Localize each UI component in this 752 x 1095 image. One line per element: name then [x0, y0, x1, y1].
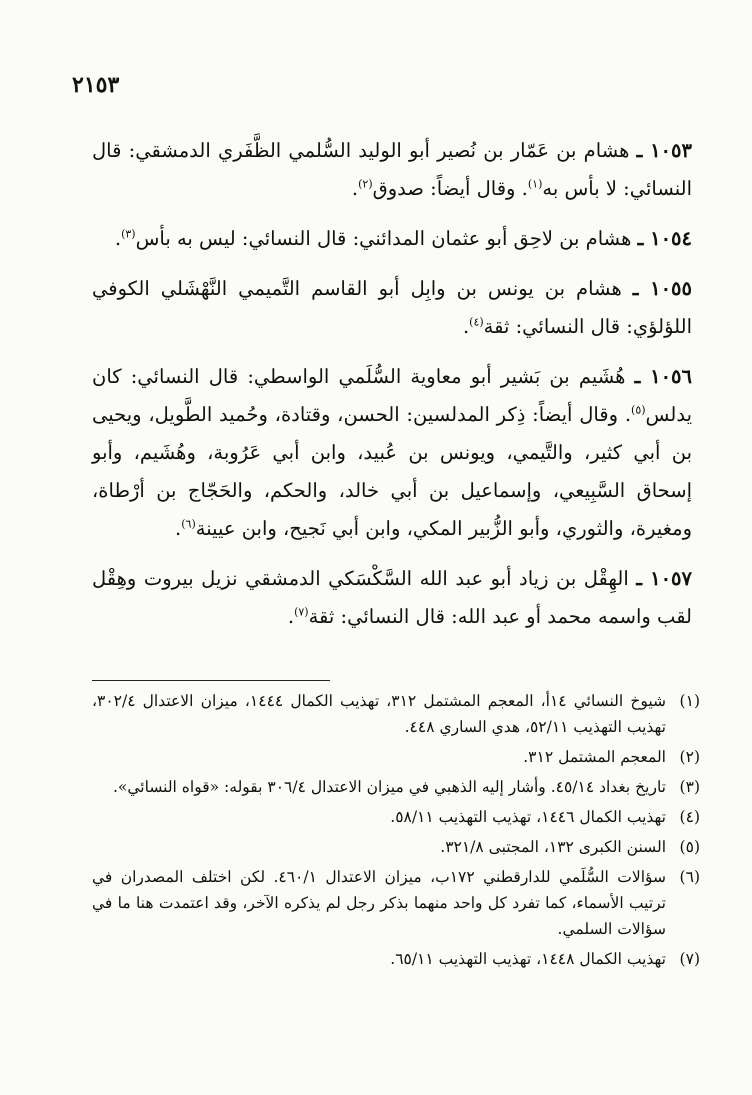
entry-number: ١٠٥٦ ـ — [634, 365, 692, 388]
entry-text: هشام بن لاحِق أبو عثمان المدائني: قال النسائي: ليس به بأس — [135, 227, 632, 250]
footnote-ref[interactable]: (٢) — [358, 177, 373, 191]
entry-text-continued: . وقال أيضاً: صدوق — [372, 177, 528, 200]
entry-number: ١٠٥٣ ـ — [636, 139, 692, 162]
footnote-number: (٥) — [679, 838, 700, 856]
entry-text: هشام بن يونس بن وابِل أبو القاسم التَّميمي النَّهْشَلي الكوفي اللؤلؤي: قال النسائي: ثقة — [92, 277, 692, 338]
footnote — [92, 744, 700, 770]
footnote-number: (٧) — [679, 950, 700, 968]
entry-end: . — [462, 315, 470, 338]
footnote-ref[interactable]: (١) — [527, 177, 543, 191]
entry-end: . — [175, 517, 182, 540]
footnote — [92, 834, 700, 860]
entry-text-continued: . وقال أيضاً: ذِكر المدلسين: الحسن، وقتادة، وحُميد الطَّويل، ويحيى بن أبي كثير، والتَّيمي، ويونس بن عُبيد، وابن أبي عَرُوبة، وهُشَيم، وأبو إسحاق السَّبِيعي، وإسماعيل بن أبي خالد، والحكم، والحَجّاج بن أرْطاة، ومغيرة، والثوري، وأبو الزُّبير المكي، وابن أبي نَجيح، وابن عيينة — [92, 403, 692, 540]
entry-end: . — [287, 605, 295, 628]
footnote-ref[interactable]: (٣) — [121, 227, 136, 241]
footnote-text: تهذيب الكمال ١٤٤٨، تهذيب التهذيب ٦٥/١١. — [390, 950, 666, 968]
footnote-number: (٦) — [679, 868, 700, 886]
entry — [92, 270, 692, 346]
footnote-ref[interactable]: (٦) — [181, 517, 196, 531]
footnote-number: (٢) — [679, 748, 700, 766]
footnote-ref[interactable]: (٧) — [294, 605, 309, 619]
footnote-text: سؤالات السُّلَمي للدارقطني ١٧٢ب، ميزان الاعتدال ٤٦٠/١. لكن اختلف المصدران في ترتيب الأسماء، كما تفرد كل واحد منهما بذكر رجل لم يذكره الآخر، وقد اعتمدت هنا ما في سؤالات السلمي. — [92, 868, 666, 938]
footnote-text: المعجم المشتمل ٣١٢. — [523, 748, 666, 766]
footnote — [92, 946, 700, 972]
entry — [92, 132, 692, 208]
footnote-number: (٤) — [679, 808, 700, 826]
footnote-divider — [92, 680, 330, 681]
footnote — [92, 804, 700, 830]
footnote — [92, 688, 700, 740]
entry-text: الهِقْل بن زياد أبو عبد الله السَّكْسَكي الدمشقي نزيل بيروت وهِقْل لقب واسمه محمد أو عبد الله: قال النسائي: ثقة — [92, 567, 692, 628]
entries-list — [92, 132, 692, 648]
entry-end: . — [351, 177, 359, 200]
footnote-ref[interactable]: (٥) — [631, 403, 646, 417]
footnote — [92, 864, 700, 942]
entry — [92, 220, 692, 258]
entry-number: ١٠٥٤ ـ — [637, 227, 692, 250]
page-number: ٢١٥٣ — [72, 72, 120, 98]
footnote-text: السنن الكبرى ١٣٢، المجتبى ٣٢١/٨. — [440, 838, 666, 856]
footnotes-list — [92, 688, 700, 976]
footnote-text: تاريخ بغداد ٤٥/١٤. وأشار إليه الذهبي في ميزان الاعتدال ٣٠٦/٤ بقوله: «قواه النسائي». — [112, 778, 666, 796]
entry-number: ١٠٥٥ ـ — [632, 277, 693, 300]
footnote-number: (٣) — [679, 778, 700, 796]
footnote-text: تهذيب الكمال ١٤٤٦، تهذيب التهذيب ٥٨/١١. — [390, 808, 666, 826]
footnote-ref[interactable]: (٤) — [469, 315, 484, 329]
footnote — [92, 774, 700, 800]
entry-text: هشام بن عَمّار بن نُصير أبو الوليد السُّلمي الظَّفَري الدمشقي: قال النسائي: لا بأس به — [92, 139, 692, 200]
entry — [92, 358, 692, 548]
entry-end: . — [114, 227, 122, 250]
footnote-text: شيوخ النسائي ١٤أ، المعجم المشتمل ٣١٢، تهذيب الكمال ١٤٤٤، ميزان الاعتدال ٣٠٢/٤، تهذيب التهذيب ٥٢/١١، هدي الساري ٤٤٨. — [92, 692, 667, 736]
footnote-number: (١) — [679, 692, 700, 710]
entry — [92, 560, 692, 636]
entry-text: هُشَيم بن بَشير أبو معاوية السُّلَمي الواسطي: قال النسائي: كان يدلس — [92, 365, 692, 426]
entry-number: ١٠٥٧ ـ — [636, 567, 692, 590]
